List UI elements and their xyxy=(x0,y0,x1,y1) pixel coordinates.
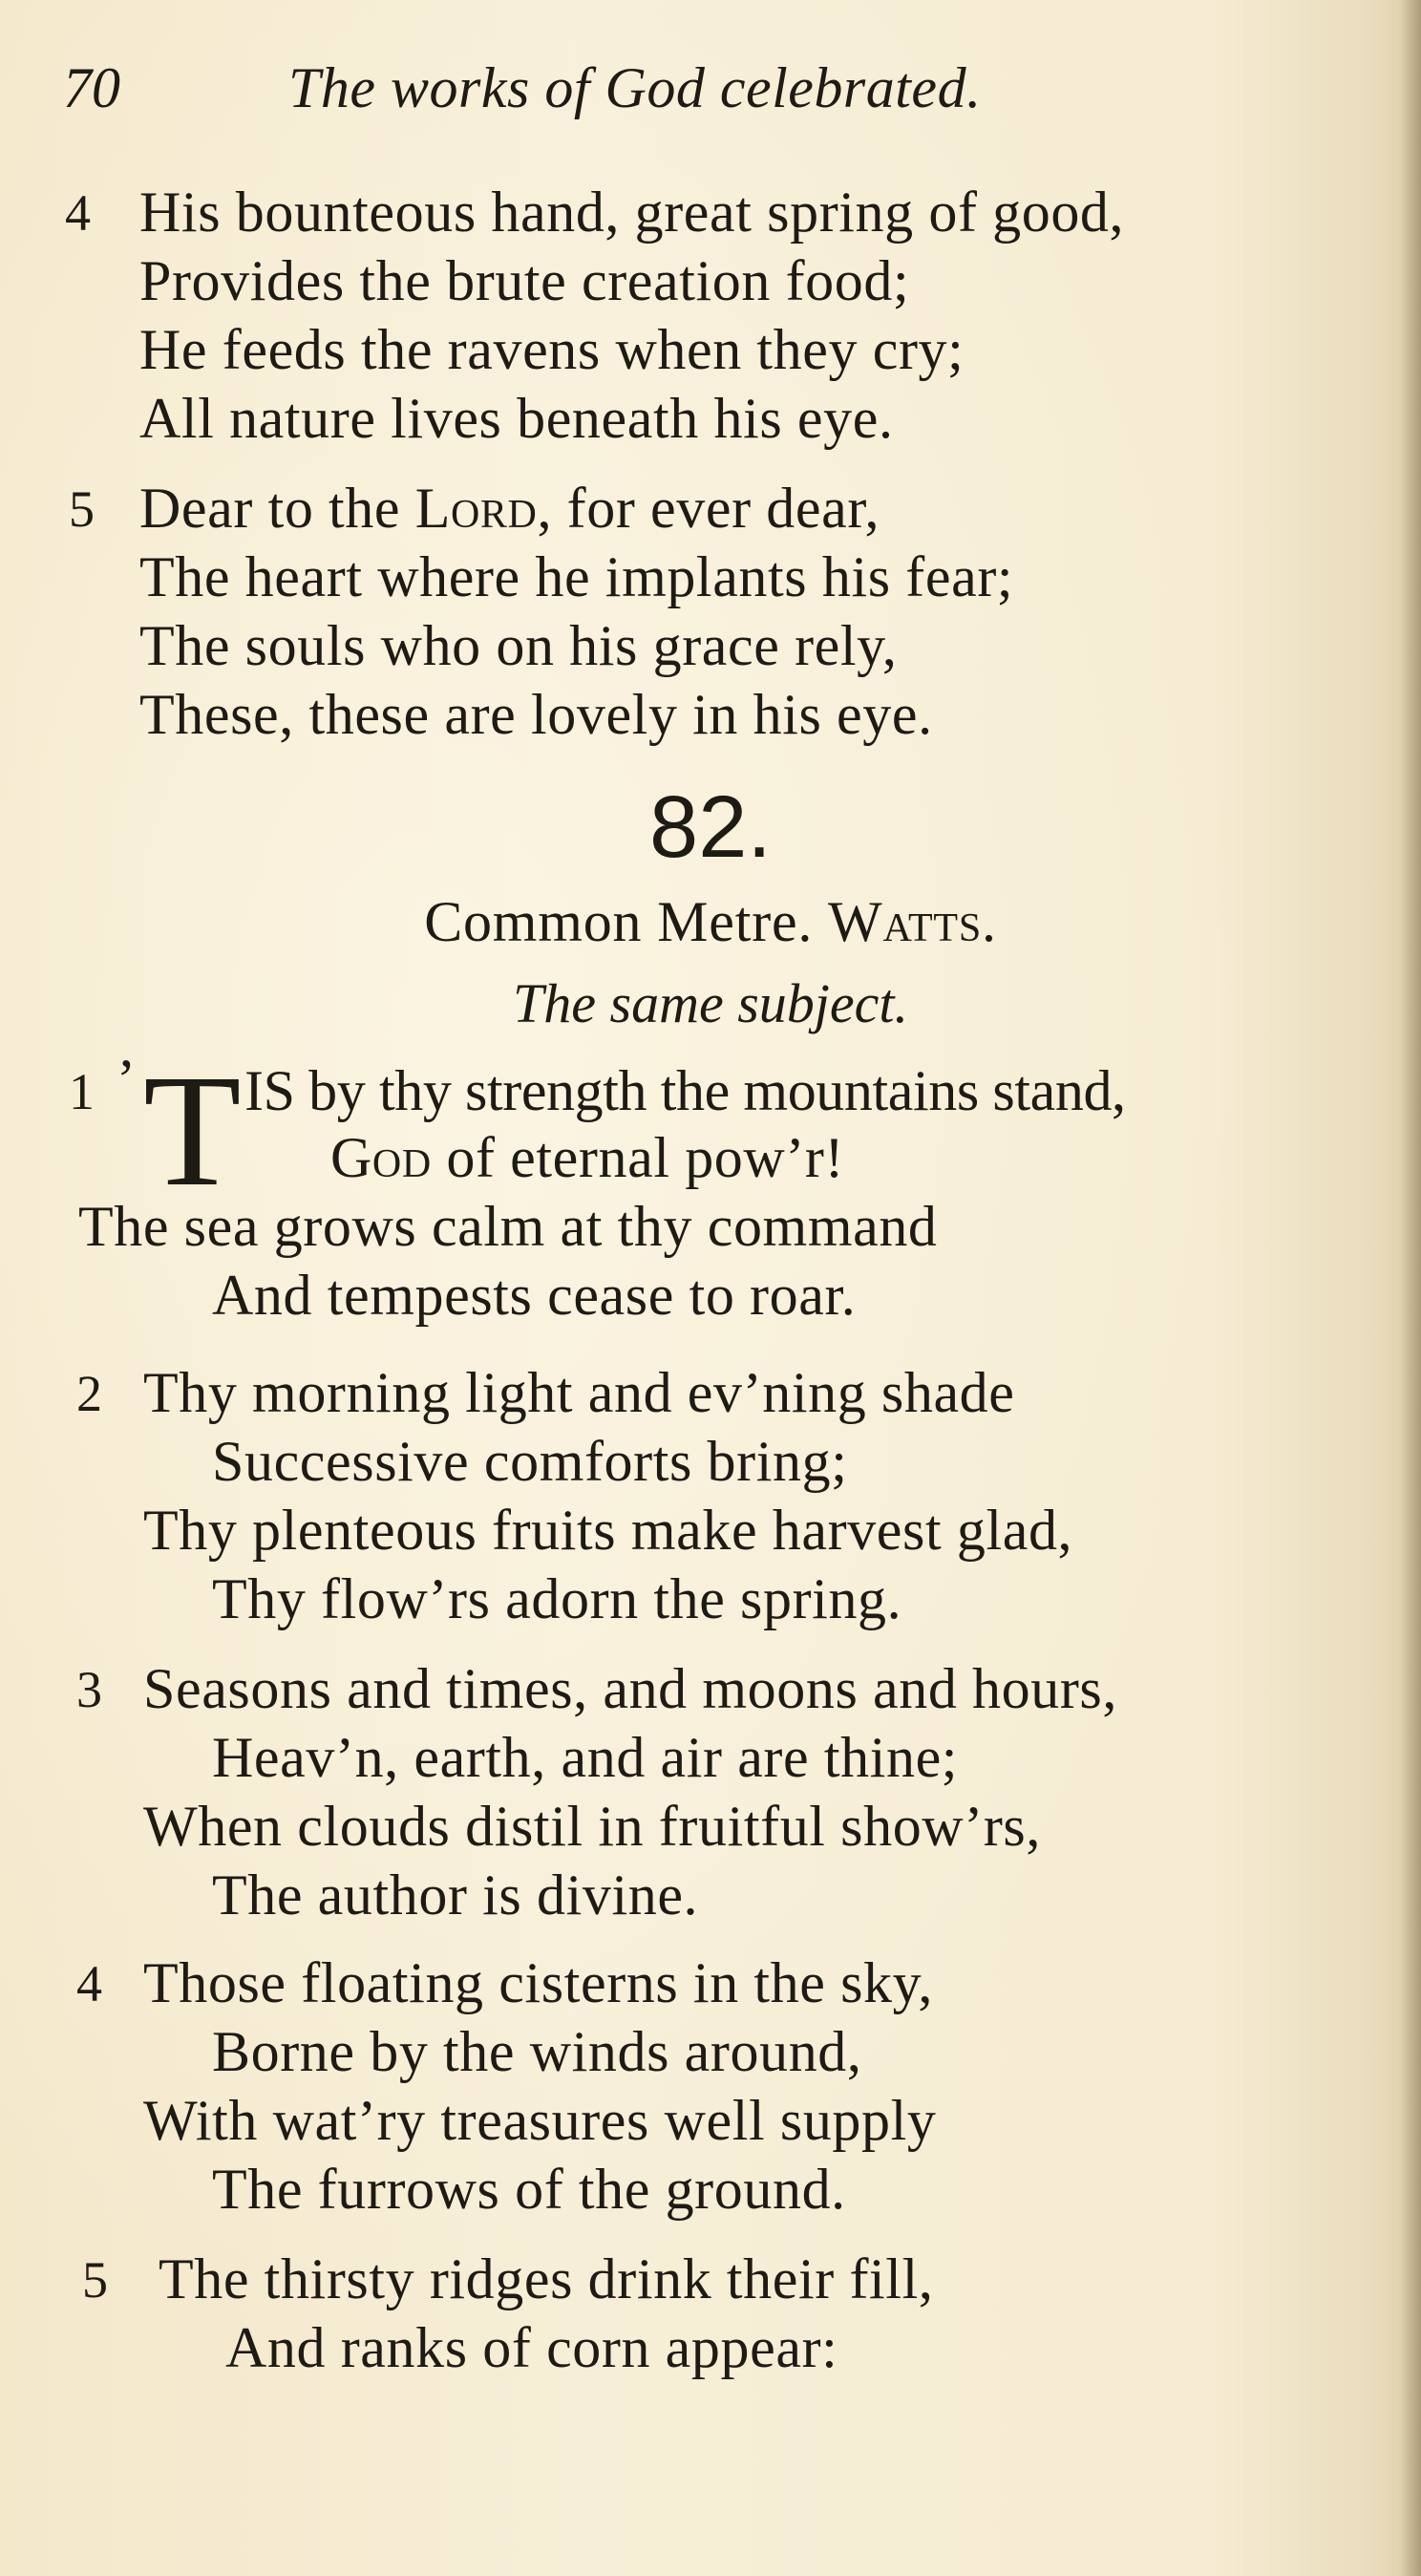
verse-text: , for ever dear, xyxy=(537,477,880,540)
page-edge-shadow xyxy=(1400,0,1421,2576)
verse-line: When clouds distil in fruitful show’rs, xyxy=(143,1795,1041,1858)
verse-line: With wat’ry treasures well supply xyxy=(143,2089,937,2152)
verse-number: 5 xyxy=(82,2251,108,2309)
verse-number: 2 xyxy=(76,1365,102,1422)
verse-line: And tempests cease to roar. xyxy=(212,1264,857,1327)
verse-text: of eternal pow’r! xyxy=(431,1126,845,1189)
verse-line: All nature lives beneath his eye. xyxy=(139,387,894,450)
drop-cap: T xyxy=(143,1042,242,1220)
page-number: 70 xyxy=(63,56,120,119)
verse-line: His bounteous hand, great spring of good, xyxy=(139,181,1125,244)
verse-line xyxy=(330,1126,845,1189)
verse-line: Thy morning light and ev’ning shade xyxy=(143,1361,1015,1424)
hymn-number: 82. xyxy=(649,778,772,876)
verse-number: 3 xyxy=(76,1661,102,1718)
verse-line: The furrows of the ground. xyxy=(212,2158,846,2221)
verse-line: The thirsty ridges drink their fill, xyxy=(159,2247,934,2310)
subject-title: The same subject. xyxy=(513,972,908,1034)
verse-line: Thy flow’rs adorn the spring. xyxy=(212,1567,902,1630)
verse-line: The author is divine. xyxy=(212,1863,699,1927)
author: Watts. xyxy=(828,890,997,953)
verse-line: Thy plenteous fruits make harvest glad, xyxy=(143,1499,1073,1562)
verse-line xyxy=(139,477,880,540)
god-smallcaps: God xyxy=(330,1126,432,1189)
running-title: The works of God celebrated. xyxy=(288,56,982,119)
verse-number: 1 xyxy=(69,1063,95,1120)
verse-line: Successive comforts bring; xyxy=(212,1430,848,1493)
verse-line: The souls who on his grace rely, xyxy=(139,614,898,677)
meter-line xyxy=(0,890,1421,953)
verse-line: Provides the brute creation food; xyxy=(139,249,910,312)
verse-line: He feeds the ravens when they cry; xyxy=(139,318,965,381)
meter: Common Metre. xyxy=(424,890,814,953)
verse-line: Borne by the winds around, xyxy=(212,2020,862,2083)
verse-line: Those floating cisterns in the sky, xyxy=(143,1951,933,2014)
verse-line: IS by thy strength the mountains stand, xyxy=(244,1059,1126,1122)
apostrophe: ’ xyxy=(117,1048,136,1111)
verse-number: 5 xyxy=(69,480,95,538)
verse-line: The sea grows calm at thy command xyxy=(78,1195,938,1258)
verse-line: Heav’n, earth, and air are thine; xyxy=(212,1726,959,1789)
verse-line: The heart where he implants his fear; xyxy=(139,545,1014,608)
lord-smallcaps: Lord xyxy=(414,477,538,540)
verse-line: These, these are lovely in his eye. xyxy=(139,683,933,746)
verse-number: 4 xyxy=(76,1955,102,2012)
verse-line: And ranks of corn appear: xyxy=(225,2316,838,2379)
verse-number: 4 xyxy=(65,184,91,242)
verse-line: Seasons and times, and moons and hours, xyxy=(143,1657,1117,1720)
verse-text: Dear to the xyxy=(139,477,415,540)
